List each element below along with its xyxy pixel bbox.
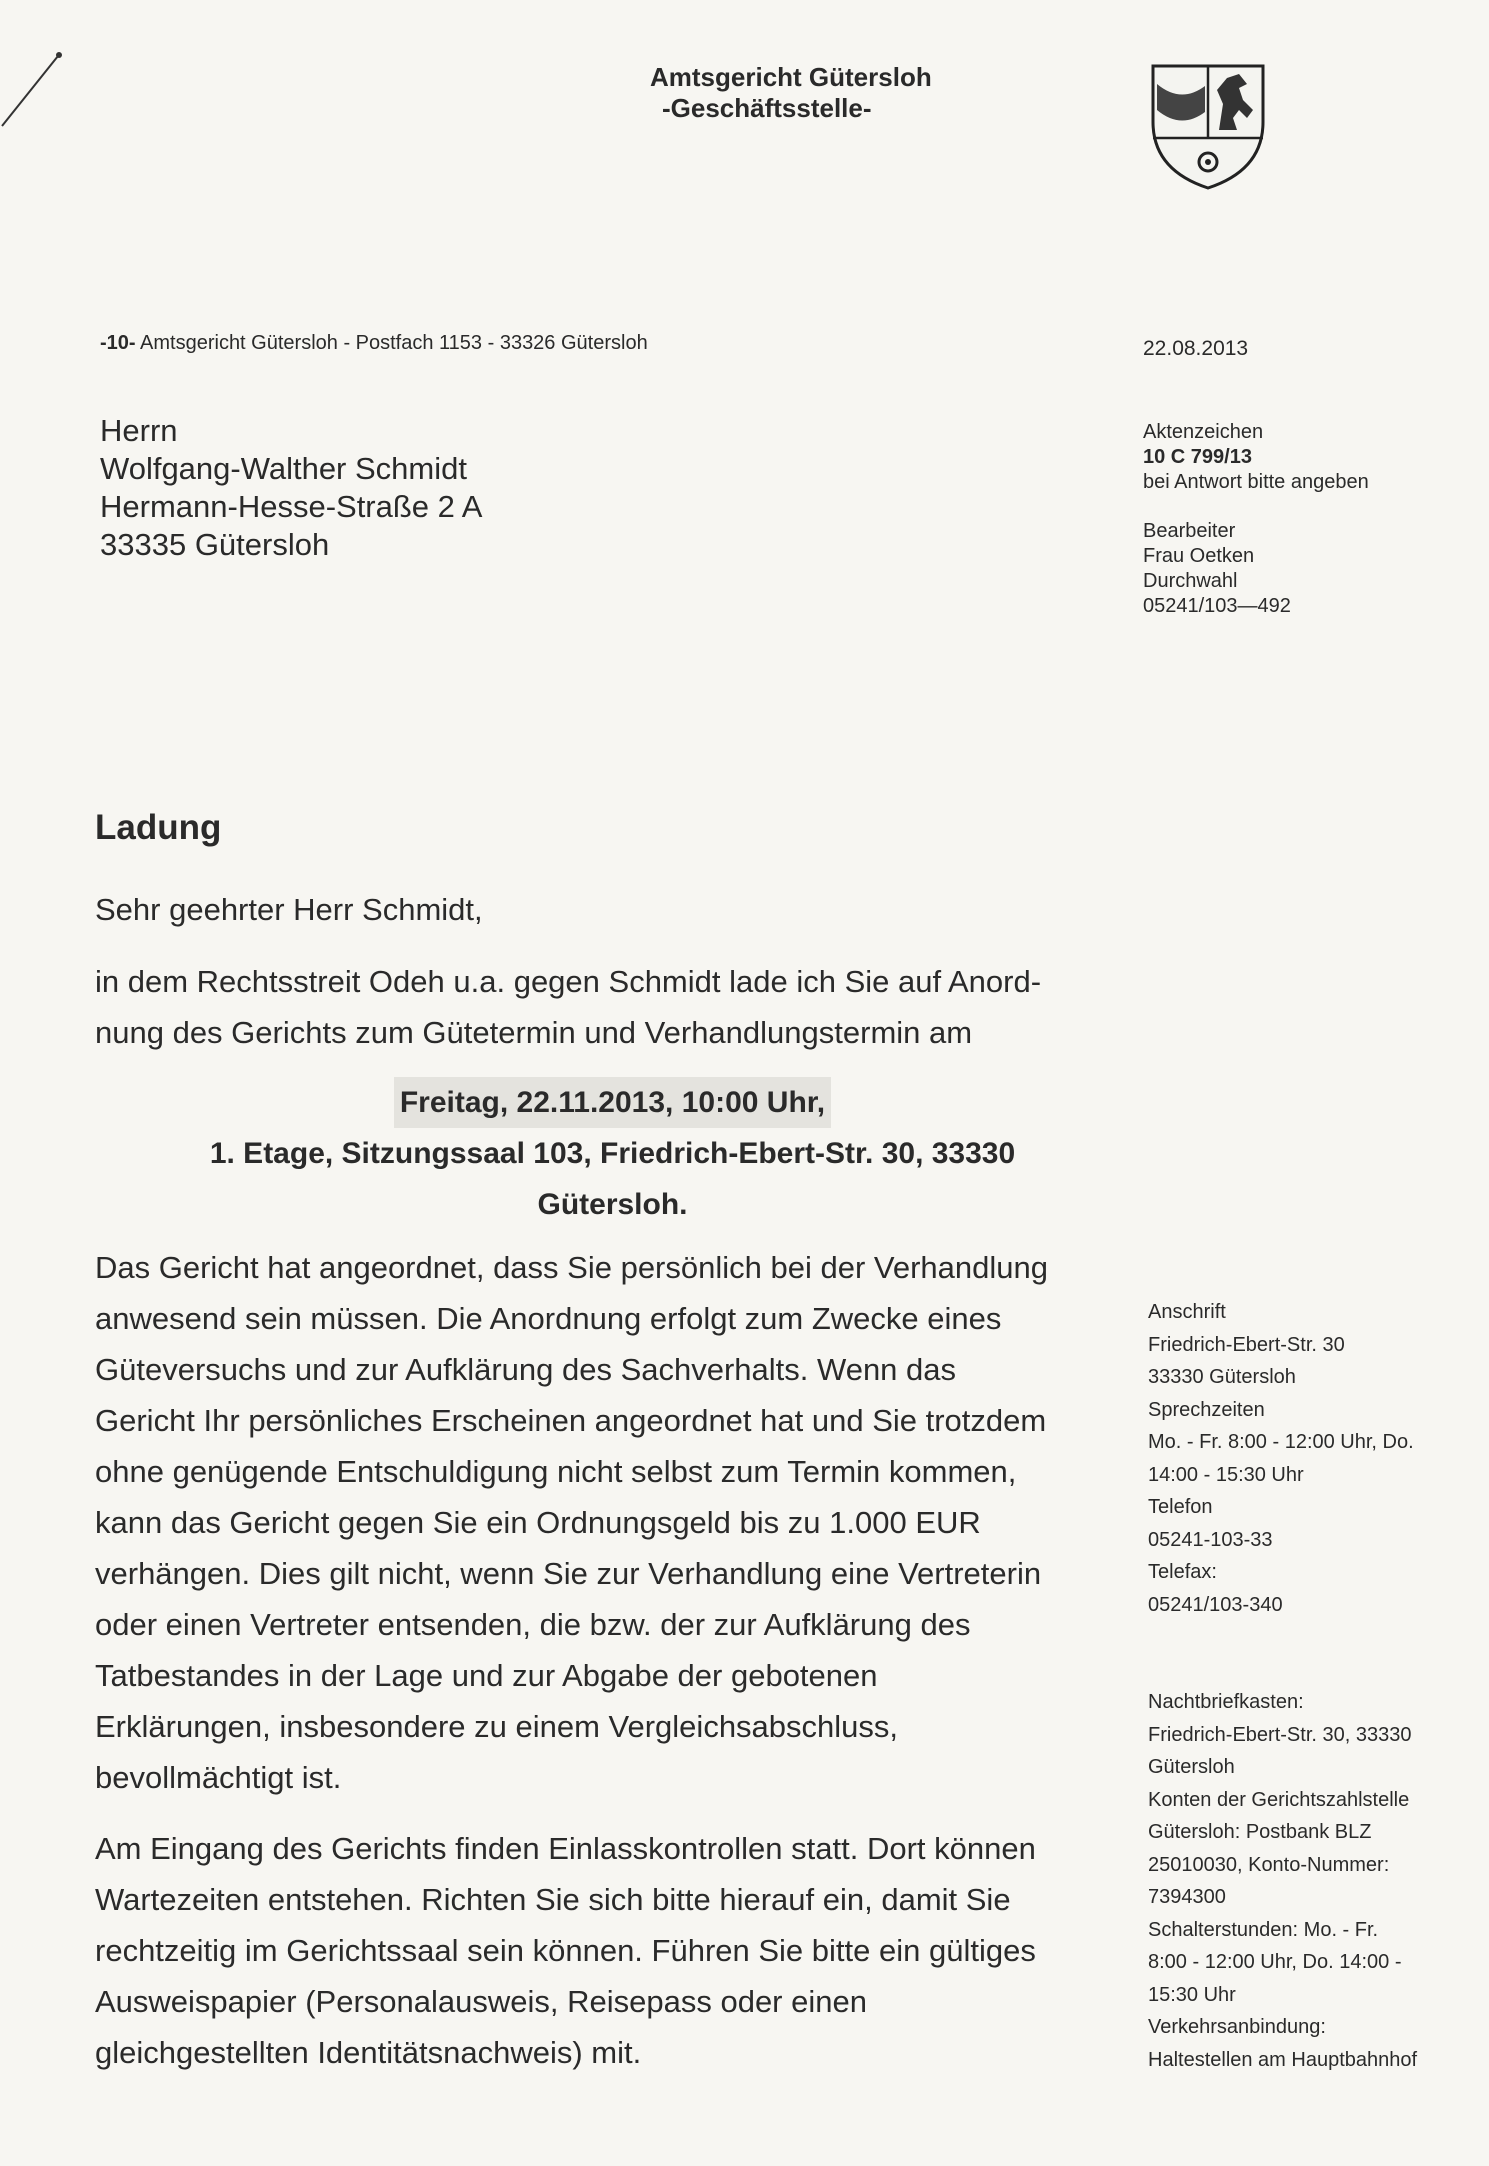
paragraph-personal-appearance (95, 1242, 1130, 1803)
recipient-street: Hermann-Hesse-Straße 2 A (100, 489, 483, 524)
appointment-date: Freitag, 22.11.2013, 10:00 Uhr, (394, 1077, 831, 1128)
court-header (650, 62, 970, 124)
letter-date: 22.08.2013 (1143, 337, 1249, 360)
fax-number: 05241/103-340 (1148, 1593, 1283, 1616)
file-number-note: bei Antwort bitte angeben (1143, 471, 1369, 493)
paragraph-line: oder einen Vertreter entsenden, die bzw. der zur Aufklärung des (95, 1607, 971, 1642)
transport-label: Verkehrsanbindung: (1148, 2016, 1326, 2038)
paragraph-line: verhängen. Dies gilt nicht, wenn Sie zur Verhandlung eine Vertreterin (95, 1556, 1042, 1591)
paragraph-line: Wartezeiten entstehen. Richten Sie sich bitte hierauf ein, damit Sie (95, 1882, 1011, 1917)
hours-label: Sprechzeiten (1148, 1398, 1265, 1421)
letter-intro (95, 956, 1130, 1058)
accounts-line: Gütersloh: Postbank BLZ (1148, 1821, 1372, 1843)
paragraph-line: Ausweispapier (Personalausweis, Reisepass oder einen (95, 1984, 867, 2019)
paragraph-line: ohne genügende Entschuldigung nicht selbst zum Termin kommen, (95, 1454, 1017, 1489)
paragraph-line: Das Gericht hat angeordnet, dass Sie persönlich bei der Verhandlung (95, 1250, 1048, 1285)
phone-number: 05241-103-33 (1148, 1528, 1273, 1551)
appointment-location: 1. Etage, Sitzungssaal 103, Friedrich-Ebert-Str. 30, 33330 (209, 1137, 1016, 1170)
paragraph-line: Güteversuchs und zur Aufklärung des Sachverhalts. Wenn das (95, 1352, 957, 1387)
hours-line: Mo. - Fr. 8:00 - 12:00 Uhr, Do. (1148, 1431, 1414, 1453)
accounts-line: 25010030, Konto-Nummer: (1148, 1853, 1390, 1876)
mailbox-label: Nachtbriefkasten: (1148, 1691, 1304, 1713)
paragraph-line: Am Eingang des Gerichts finden Einlasskontrollen statt. Dort können (95, 1831, 1036, 1866)
recipient-name: Wolfgang-Walther Schmidt (100, 451, 467, 486)
paragraph-line: rechtzeitig im Gerichtssaal sein können. Führen Sie bitte ein gültiges (95, 1933, 1036, 1968)
phone-label: Telefon (1148, 1496, 1213, 1518)
paragraph-entry-controls (95, 1823, 1130, 2078)
counter-hours-line: 15:30 Uhr (1148, 1983, 1236, 2006)
court-name: Amtsgericht Gütersloh (650, 62, 932, 92)
paragraph-line: Erklärungen, insbesondere zu einem Vergleichsabschluss, (95, 1709, 899, 1744)
accounts-line: 7394300 (1148, 1886, 1226, 1908)
court-info-block (1148, 1296, 1417, 2076)
return-address-code: -10- (100, 332, 136, 354)
counter-hours-line: Schalterstunden: Mo. - Fr. (1148, 1918, 1379, 1941)
appointment-city: Gütersloh. (537, 1188, 688, 1221)
return-address-line (100, 332, 648, 355)
paragraph-line: anwesend sein müssen. Die Anordnung erfolgt zum Zwecke eines (95, 1301, 1002, 1336)
letter-salutation: Sehr geehrter Herr Schmidt, (95, 892, 483, 927)
address-city: 33330 Gütersloh (1148, 1366, 1296, 1388)
address-street: Friedrich-Ebert-Str. 30 (1148, 1333, 1345, 1356)
nrw-coat-of-arms-icon (1147, 60, 1269, 192)
intro-line: nung des Gerichts zum Gütetermin und Verhandlungstermin am (95, 1015, 973, 1050)
clerk-name: Frau Oetken (1143, 545, 1255, 567)
accounts-label: Konten der Gerichtszahlstelle (1148, 1788, 1410, 1811)
fax-label: Telefax: (1148, 1561, 1217, 1583)
recipient-city: 33335 Gütersloh (100, 527, 330, 562)
extension-label: Durchwahl (1143, 570, 1238, 592)
transport-text: Haltestellen am Hauptbahnhof (1148, 2048, 1418, 2071)
file-number: 10 C 799/13 (1143, 446, 1252, 468)
pen-stroke-mark (0, 48, 70, 128)
paragraph-line: kann das Gericht gegen Sie ein Ordnungsgeld bis zu 1.000 EUR (95, 1505, 981, 1540)
paragraph-line: bevollmächtigt ist. (95, 1760, 342, 1795)
extension-number: 05241/103—492 (1143, 595, 1291, 617)
letter-title: Ladung (95, 808, 222, 847)
address-label: Anschrift (1148, 1301, 1226, 1323)
court-department: -Geschäftsstelle- (662, 93, 872, 123)
intro-line: in dem Rechtsstreit Odeh u.a. gegen Schmidt lade ich Sie auf Anord- (95, 964, 1042, 999)
paragraph-line: Tatbestandes in der Lage und zur Abgabe der gebotenen (95, 1658, 878, 1693)
paragraph-line: Gericht Ihr persönliches Erscheinen angeordnet hat und Sie trotzdem (95, 1403, 1047, 1438)
hours-line: 14:00 - 15:30 Uhr (1148, 1463, 1304, 1486)
file-number-label: Aktenzeichen (1143, 421, 1264, 443)
recipient-salutation: Herrn (100, 413, 178, 448)
appointment-block (95, 1077, 1130, 1230)
mailbox-line: Friedrich-Ebert-Str. 30, 33330 (1148, 1723, 1412, 1746)
counter-hours-line: 8:00 - 12:00 Uhr, Do. 14:00 - (1148, 1951, 1402, 1973)
mailbox-line: Gütersloh (1148, 1756, 1235, 1778)
recipient-address (100, 412, 482, 564)
file-info-block (1143, 420, 1369, 619)
paragraph-line: gleichgestellten Identitätsnachweis) mit. (95, 2035, 642, 2070)
clerk-label: Bearbeiter (1143, 520, 1236, 542)
return-address-text: Amtsgericht Gütersloh - Postfach 1153 - 33326 Gütersloh (135, 332, 648, 354)
